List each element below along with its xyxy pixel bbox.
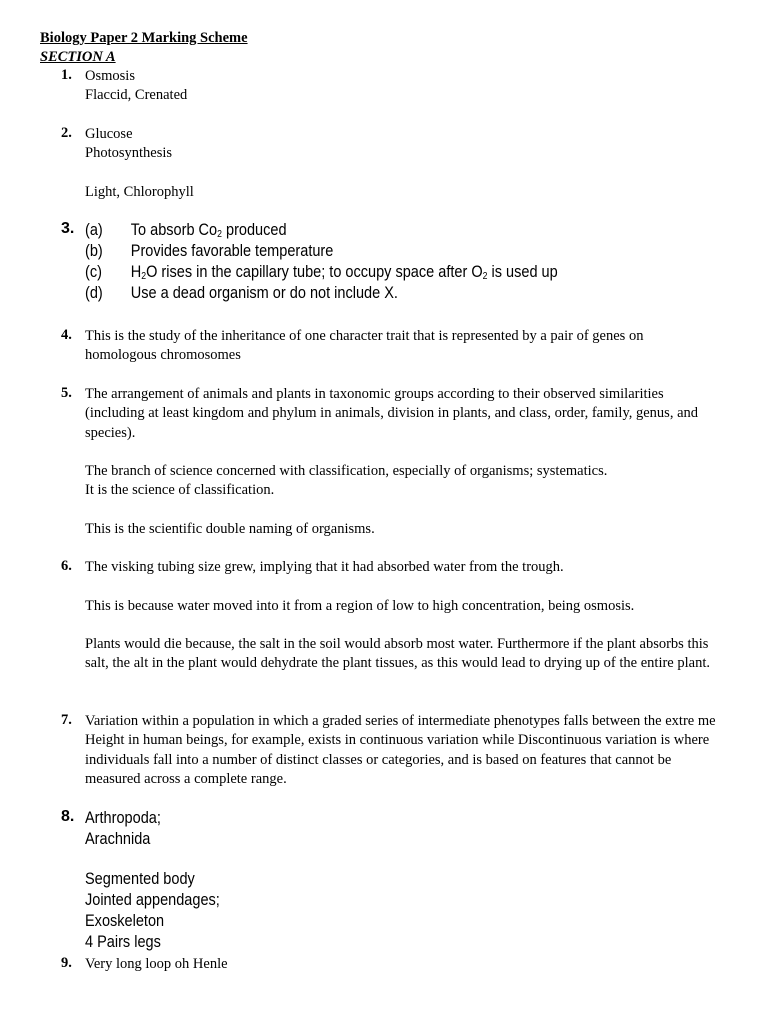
answer-part-b bbox=[85, 241, 719, 262]
answer-body bbox=[85, 385, 710, 539]
section-heading: SECTION A bbox=[40, 49, 116, 65]
answer-line: The visking tubing size grew, implying that it had absorbed water from the trough. bbox=[85, 559, 564, 575]
document-title: Biology Paper 2 Marking Scheme bbox=[40, 30, 248, 46]
question-number: 4. bbox=[61, 327, 72, 343]
question-number: 9. bbox=[61, 955, 72, 971]
part-text: $H_2O$ rises in the capillary tube; to occupy space after $O_2$ is used up bbox=[130, 263, 558, 282]
part-text: Use a dead organism or do not include X. bbox=[130, 284, 398, 302]
answer-line: This is the scientific double naming of organisms. bbox=[85, 521, 375, 538]
part-label: (d) bbox=[85, 284, 103, 302]
answer-body bbox=[85, 558, 728, 674]
answer-body bbox=[85, 67, 725, 106]
question-number: 8. bbox=[61, 808, 75, 825]
answer-line: Arthropoda; bbox=[85, 809, 161, 827]
answer-body bbox=[85, 125, 725, 202]
question-number: 1. bbox=[61, 67, 72, 83]
answer-text: This is the study of the inheritance of one character trait that is represented by a pair of genes on homologous chromosomes bbox=[85, 328, 644, 364]
question-number: 2. bbox=[61, 125, 72, 141]
answer-line: Segmented body bbox=[85, 870, 195, 888]
answer-part-c bbox=[85, 262, 719, 283]
answer-body bbox=[85, 808, 648, 953]
part-label: (b) bbox=[85, 242, 103, 260]
answer-part-d bbox=[85, 283, 719, 304]
answer-line: The branch of science concerned with classification, especially of organisms; systematics. bbox=[85, 463, 608, 480]
answer-line: Jointed appendages; bbox=[85, 891, 220, 909]
answer-line: Photosynthesis bbox=[85, 145, 173, 162]
answer-line: Light, Chlorophyll bbox=[85, 183, 194, 200]
question-number: 3. bbox=[61, 220, 75, 237]
answer-line: It is the science of classification. bbox=[85, 482, 275, 499]
answer-part-a bbox=[85, 220, 719, 241]
answer-line: 4 Pairs legs bbox=[85, 933, 161, 951]
answer-line: Glucose bbox=[85, 126, 133, 142]
answer-line: Arachnida bbox=[85, 830, 151, 848]
question-number: 5. bbox=[61, 385, 72, 401]
answer-text: Very long loop oh Henle bbox=[85, 956, 228, 972]
answer-line: Exoskeleton bbox=[85, 912, 165, 930]
part-label: (c) bbox=[85, 263, 102, 281]
part-text: Provides favorable temperature bbox=[130, 242, 334, 260]
question-number: 6. bbox=[61, 558, 72, 574]
question-number: 7. bbox=[61, 712, 72, 728]
answer-line: This is because water moved into it from a region of low to high concentration, being osmosis. bbox=[85, 597, 635, 614]
answer-body bbox=[85, 220, 719, 304]
answer-text: Variation within a population in which a graded series of intermediate phenotypes falls between the extre me Height in human beings, for example, exists in continuous variation while Discontinuous variation is where individuals fall into a number of distinct classes or categories, and is based on features that cannot be measured across a complete range. bbox=[85, 713, 716, 787]
part-label: (a) bbox=[85, 221, 103, 239]
answer-line: Flaccid, Crenated bbox=[85, 87, 188, 104]
answer-paragraph: Plants would die because, the salt in the soil would absorb most water. Furthermore if the plant absorbs this salt, the alt in the plant would dehydrate the plant tissues, as this would lead to drying up of the entire plant. bbox=[85, 636, 710, 672]
answer-line: Osmosis bbox=[85, 68, 135, 84]
part-text: To absorb $Co_2$ produced bbox=[130, 221, 287, 240]
answer-paragraph: The arrangement of animals and plants in taxonomic groups according to their observed similarities (including at least kingdom and phylum in animals, division in plants, and class, order, family, genus, and species). bbox=[85, 386, 699, 441]
